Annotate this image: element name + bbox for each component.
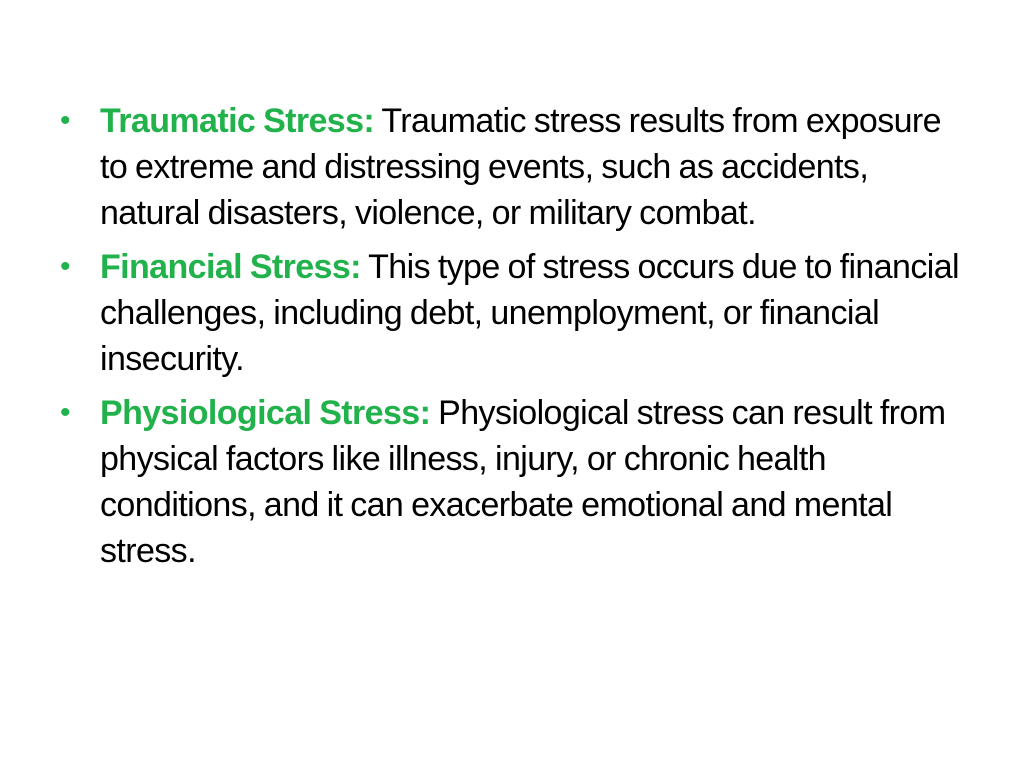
bullet-list — [56, 98, 966, 582]
term-description: Physiological stress can result from physical factors like illness, injury, or chronic health conditions, and it can exacerbate emotional and mental stress. — [100, 394, 946, 570]
bullet-icon: • — [60, 104, 70, 137]
bullet-icon: • — [60, 396, 70, 429]
term-label: Physiological Stress: — [100, 394, 431, 432]
term-label: Financial Stress: — [100, 248, 361, 286]
bullet-icon: • — [60, 250, 70, 283]
term-description: Traumatic stress results from exposure to extreme and distressing events, such as accidents, natural disasters, violence, or military combat. — [100, 102, 941, 232]
term-description: This type of stress occurs due to financial challenges, including debt, unemployment, or financial insecurity. — [100, 248, 959, 378]
bullet-item-financial-stress — [56, 244, 966, 382]
bullet-item-physiological-stress — [56, 390, 966, 574]
term-label: Traumatic Stress: — [100, 102, 375, 140]
bullet-item-traumatic-stress — [56, 98, 966, 236]
